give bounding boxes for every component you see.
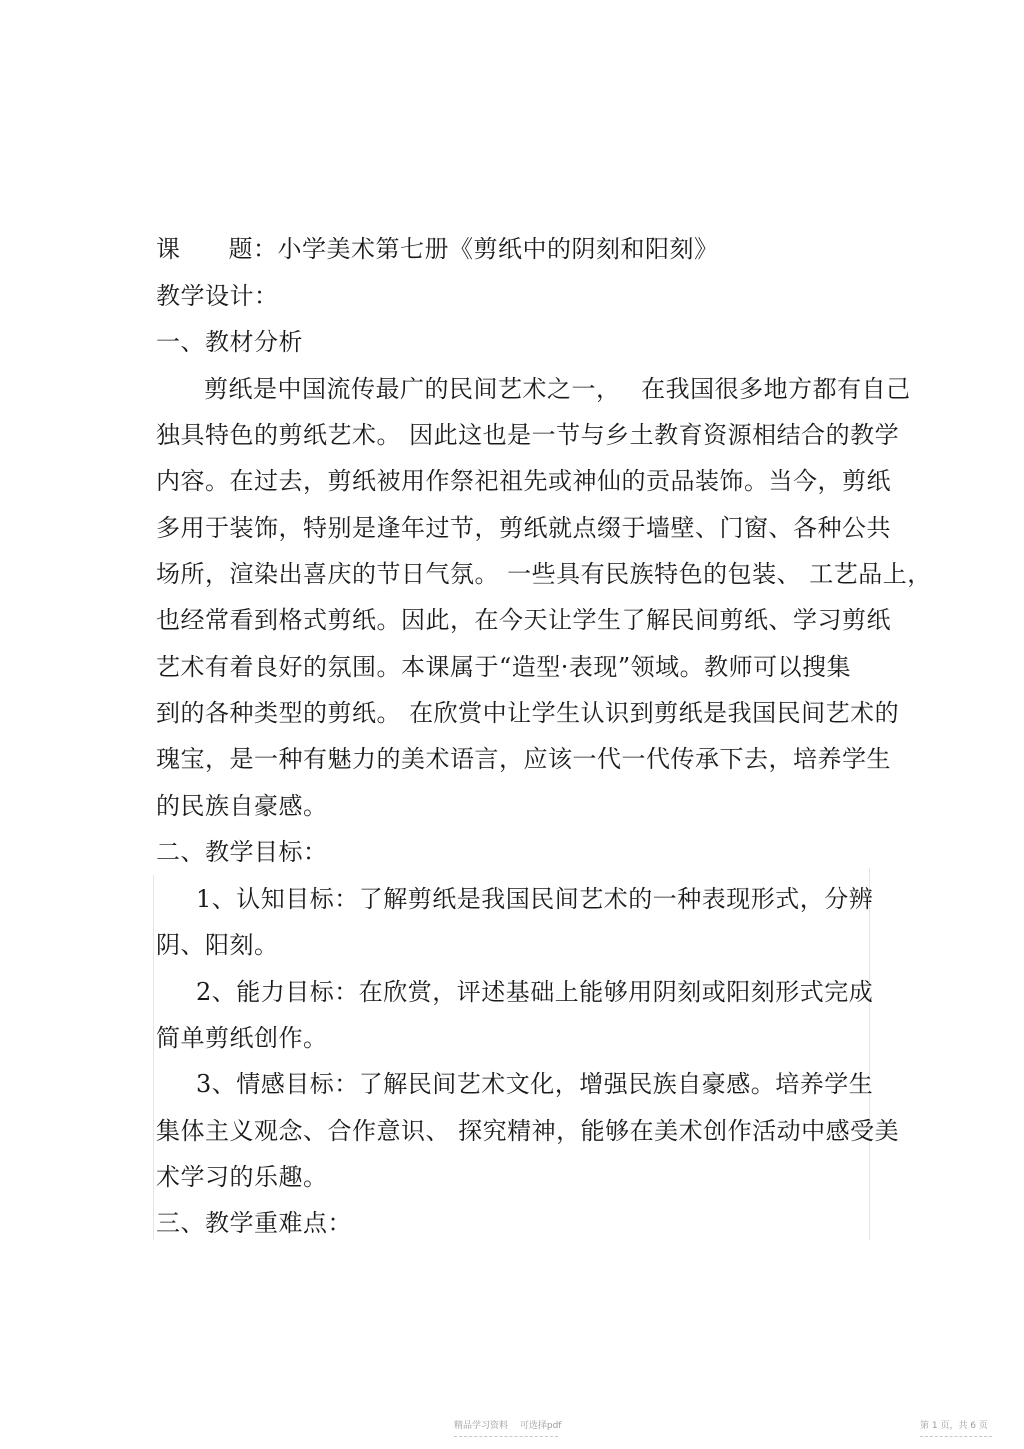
title-key-2: 题： bbox=[228, 235, 278, 263]
goal-emotion-line: 术学习的乐趣。 bbox=[156, 1163, 328, 1191]
footer-page-number: 第 1 页，共 6 页 bbox=[920, 1421, 988, 1431]
section-heading-key-points: 三、教学重难点： bbox=[156, 1209, 352, 1237]
goal-ability-line: 2、能力目标：在欣赏，评述基础上能够用阴刻或阳刻形式完成 bbox=[196, 978, 874, 1006]
goal-ability-line: 简单剪纸创作。 bbox=[156, 1024, 328, 1052]
goal-cognitive-line: 阴、阳刻。 bbox=[156, 931, 279, 959]
title-value: 小学美术第七册《剪纸中的阴刻和阳刻》 bbox=[277, 235, 719, 263]
paragraph-line: 艺术有着良好的氛围。本课属于“造型·表现”领域。教师可以搜集 bbox=[156, 653, 852, 681]
footer-divider bbox=[920, 1436, 992, 1437]
paragraph-line: 独具特色的剪纸艺术。 因此这也是一节与乡土教育资源相结合的教学 bbox=[156, 421, 900, 449]
goal-emotion-line: 集体主义观念、合作意识、 探究精神，能够在美术创作活动中感受美 bbox=[156, 1117, 900, 1145]
title-key-1: 课 bbox=[156, 235, 181, 263]
paragraph-line: 也经常看到格式剪纸。因此，在今天让学生了解民间剪纸、学习剪纸 bbox=[156, 606, 891, 634]
footer-divider bbox=[454, 1436, 558, 1437]
goal-emotion-line: 3、情感目标：了解民间艺术文化，增强民族自豪感。培养学生 bbox=[196, 1070, 874, 1098]
paragraph-line: 内容。在过去，剪纸被用作祭祀祖先或神仙的贡品装饰。当今，剪纸 bbox=[156, 467, 891, 495]
paragraph-line: 场所，渲染出喜庆的节日气氛。 一些具有民族特色的包装、 工艺品上， bbox=[156, 560, 932, 588]
paragraph-line: 瑰宝，是一种有魅力的美术语言，应该一代一代传承下去，培养学生 bbox=[156, 745, 891, 773]
paragraph-line: 的民族自豪感。 bbox=[156, 792, 328, 820]
section-heading-goals: 二、教学目标： bbox=[156, 838, 328, 866]
frame-border-left bbox=[153, 875, 154, 1240]
footer-source-text: 精品学习资料 可选择pdf bbox=[454, 1421, 562, 1431]
design-heading: 教学设计： bbox=[156, 282, 279, 310]
paragraph-line: 到的各种类型的剪纸。 在欣赏中让学生认识到剪纸是我国民间艺术的 bbox=[156, 699, 900, 727]
lesson-title bbox=[156, 234, 719, 264]
paragraph-line: 多用于装饰，特别是逢年过节，剪纸就点缀于墙壁、门窗、各种公共 bbox=[156, 514, 891, 542]
goal-cognitive-line: 1、认知目标：了解剪纸是我国民间艺术的一种表现形式，分辨 bbox=[196, 885, 874, 913]
frame-border-right bbox=[869, 868, 870, 1240]
section-heading-materials: 一、教材分析 bbox=[156, 328, 303, 356]
paragraph-line: 剪纸是中国流传最广的民间艺术之一， 在我国很多地方都有自己 bbox=[204, 375, 911, 403]
